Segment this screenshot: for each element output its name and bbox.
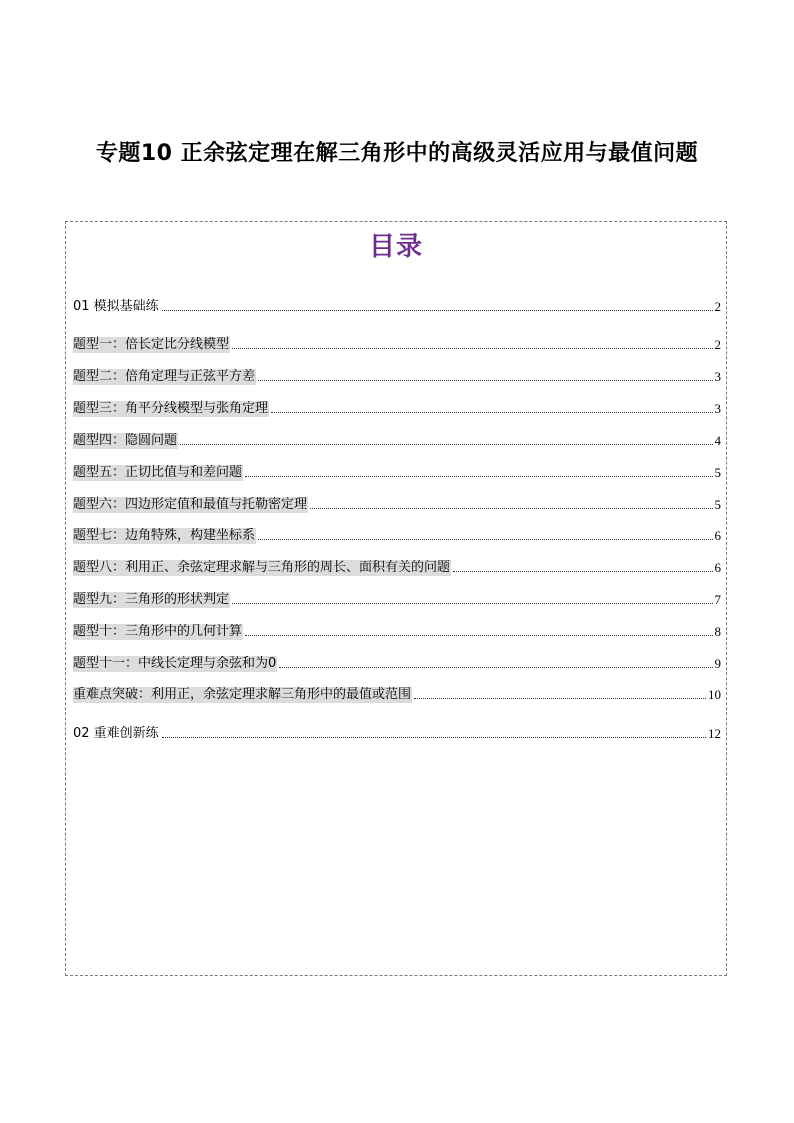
- toc-entry-type-3[interactable]: [73, 397, 721, 417]
- toc-entry-label: 题型四：隐圆问题: [73, 433, 178, 448]
- toc-entry-type-5[interactable]: [73, 461, 721, 481]
- toc-entry-page: 9: [714, 656, 721, 671]
- toc-entry-page: 6: [714, 560, 721, 575]
- toc-entry-type-1[interactable]: [73, 333, 721, 353]
- toc-entry-label: 题型三：角平分线模型与张角定理: [73, 401, 269, 416]
- toc-entry-label: 02 重难创新练: [73, 726, 159, 741]
- dot-leader: [279, 667, 712, 668]
- document-title: 专题10 正余弦定理在解三角形中的高级灵活应用与最值问题: [95, 141, 699, 166]
- toc-entry-type-7[interactable]: [73, 524, 721, 544]
- toc-entry-page: 3: [714, 401, 721, 416]
- toc-entry-page: 7: [714, 592, 721, 607]
- toc-entry-type-6[interactable]: [73, 493, 721, 513]
- toc-entry-label: 题型十一：中线长定理与余弦和为0: [73, 656, 277, 671]
- table-of-contents: [65, 221, 727, 976]
- dot-leader: [258, 380, 712, 381]
- toc-entry-page: 5: [714, 497, 721, 512]
- toc-entry-type-8[interactable]: [73, 556, 721, 576]
- toc-entry-type-11[interactable]: [73, 652, 721, 672]
- toc-entry-label: 题型一：倍长定比分线模型: [73, 337, 230, 352]
- toc-entry-label: 题型二：倍角定理与正弦平方差: [73, 369, 256, 384]
- toc-entry-label: 题型六：四边形定值和最值与托勒密定理: [73, 497, 308, 512]
- dot-leader: [162, 310, 713, 311]
- toc-entry-type-4[interactable]: [73, 429, 721, 449]
- dot-leader: [414, 698, 706, 699]
- toc-entry-page: 2: [714, 337, 721, 352]
- dot-leader: [245, 476, 712, 477]
- dot-leader: [162, 737, 706, 738]
- toc-entry-type-9[interactable]: [73, 588, 721, 608]
- toc-entry-page: 8: [714, 624, 721, 639]
- dot-leader: [232, 348, 712, 349]
- toc-entry-label: 题型十：三角形中的几何计算: [73, 624, 243, 639]
- toc-entry-label: 01 模拟基础练: [73, 299, 159, 314]
- toc-entry-type-10[interactable]: [73, 620, 721, 640]
- toc-entry-page: 6: [714, 528, 721, 543]
- toc-entry-label: 题型九：三角形的形状判定: [73, 592, 230, 607]
- toc-entry-label: 重难点突破：利用正，余弦定理求解三角形中的最值或范围: [73, 687, 412, 702]
- toc-entry-page: 2: [714, 299, 721, 314]
- toc-entry-page: 3: [714, 369, 721, 384]
- toc-heading: 目录: [368, 232, 423, 262]
- toc-entry-label: 题型七：边角特殊，构建坐标系: [73, 528, 256, 543]
- toc-entry-part-01[interactable]: [73, 295, 721, 315]
- toc-entry-page: 12: [708, 726, 721, 741]
- toc-entry-page: 4: [714, 433, 721, 448]
- toc-entry-label: 题型五：正切比值与和差问题: [73, 465, 243, 480]
- toc-entry-page: 5: [714, 465, 721, 480]
- dot-leader: [245, 635, 712, 636]
- toc-entry-page: 10: [708, 687, 721, 702]
- dot-leader: [310, 508, 712, 509]
- dot-leader: [180, 444, 712, 445]
- toc-entry-key-breakthrough[interactable]: [73, 683, 721, 703]
- toc-entry-label: 题型八：利用正、余弦定理求解与三角形的周长、面积有关的问题: [73, 560, 451, 575]
- toc-entry-part-02[interactable]: [73, 722, 721, 742]
- dot-leader: [258, 539, 712, 540]
- toc-entry-type-2[interactable]: [73, 365, 721, 385]
- dot-leader: [453, 571, 712, 572]
- dot-leader: [271, 412, 712, 413]
- dot-leader: [232, 603, 712, 604]
